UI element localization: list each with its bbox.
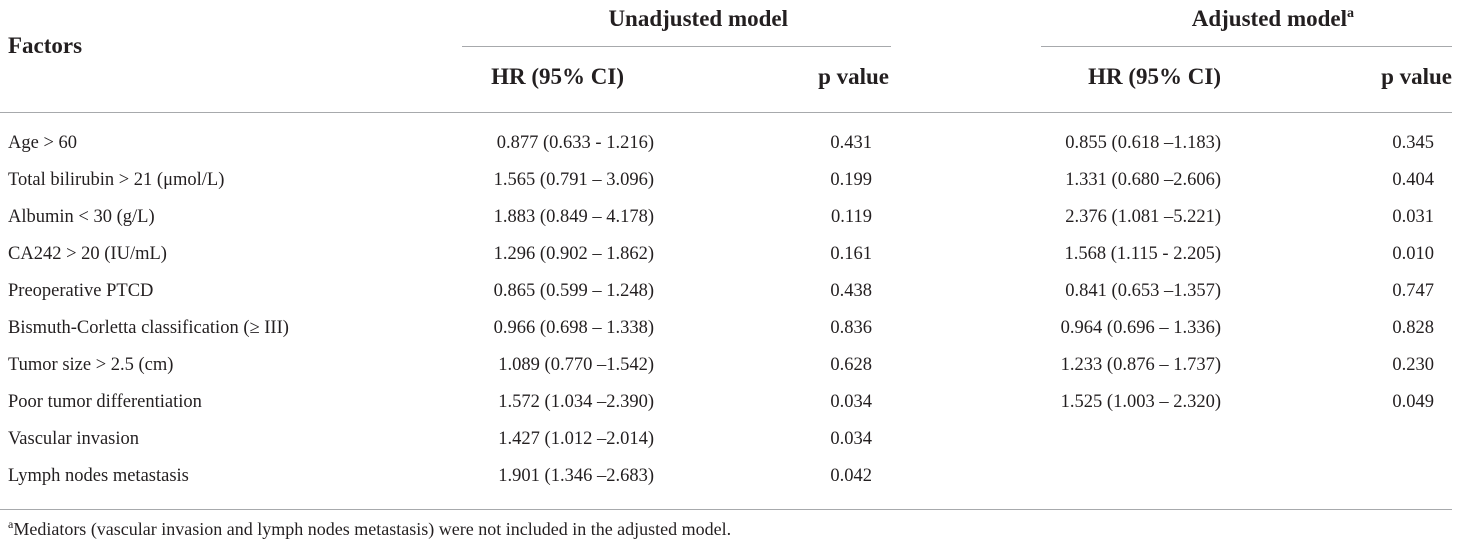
factor-cell: Tumor size > 2.5 (cm) (8, 354, 174, 375)
adjusted-p-header: p value (1221, 46, 1452, 112)
factor-cell: Lymph nodes metastasis (0, 458, 462, 510)
adjusted-p-cell: 0.230 (1392, 354, 1435, 375)
table-row (0, 112, 1452, 162)
table-row (0, 310, 1452, 347)
gap-cell (891, 347, 1041, 384)
header-gap (891, 0, 1041, 46)
unadjusted-hr-cell: 1.901 (1.346 –2.683) (462, 458, 678, 510)
unadjusted-p-cell: 0.199 (830, 169, 872, 190)
adjusted-p-cell: 0.049 (1392, 391, 1435, 412)
unadjusted-hr-cell: 0.877 (0.633 - 1.216) (496, 132, 654, 153)
unadjusted-p-cell: 0.119 (831, 206, 872, 227)
unadjusted-p-cell: 0.161 (830, 243, 872, 264)
table-row (0, 236, 1452, 273)
factor-cell: Poor tumor differentiation (8, 391, 202, 412)
gap-cell (891, 273, 1041, 310)
unadjusted-p-cell: 0.438 (830, 280, 872, 301)
table-row (0, 199, 1452, 236)
adjusted-hr-cell: 0.964 (0.696 – 1.336) (1060, 317, 1221, 338)
adjusted-p-cell: 0.010 (1392, 243, 1435, 264)
gap-cell (891, 162, 1041, 199)
unadjusted-hr-cell: 1.089 (0.770 –1.542) (498, 354, 654, 375)
adjusted-p-cell: 0.747 (1392, 280, 1435, 301)
unadjusted-hr-cell: 0.966 (0.698 – 1.338) (493, 317, 654, 338)
unadjusted-p-cell: 0.431 (830, 132, 872, 153)
gap-cell (891, 384, 1041, 421)
table-row (0, 347, 1452, 384)
header-row-groups (0, 0, 1452, 46)
adjusted-p-cell (1221, 421, 1452, 458)
adjusted-hr-cell: 1.331 (0.680 –2.606) (1065, 169, 1221, 190)
unadjusted-hr-cell: 1.572 (1.034 –2.390) (498, 391, 654, 412)
header-gap-sub (891, 46, 1041, 112)
table-row (0, 421, 1452, 458)
gap-cell (891, 236, 1041, 273)
footnote-mark: a (8, 517, 14, 531)
unadjusted-model-label: Unadjusted model (608, 6, 788, 31)
adjusted-hr-cell (1041, 458, 1221, 510)
unadjusted-p-cell: 0.042 (678, 458, 891, 510)
adjusted-p-cell: 0.345 (1392, 132, 1435, 153)
adjusted-hr-header: HR (95% CI) (1041, 46, 1221, 112)
unadjusted-p-cell: 0.034 (830, 391, 872, 412)
gap-cell (891, 458, 1041, 510)
adjusted-p-cell: 0.404 (1392, 169, 1435, 190)
factor-cell: Bismuth-Corletta classification (≥ III) (8, 317, 289, 338)
unadjusted-p-header: p value (678, 46, 891, 112)
adjusted-hr-cell: 1.525 (1.003 – 2.320) (1060, 391, 1221, 412)
table-row (0, 384, 1452, 421)
unadjusted-hr-cell: 0.865 (0.599 – 1.248) (493, 280, 654, 301)
factor-cell: Age > 60 (8, 132, 78, 153)
gap-cell (891, 421, 1041, 458)
factor-cell: Albumin < 30 (g/L) (8, 206, 155, 227)
adjusted-hr-cell: 1.568 (1.115 - 2.205) (1064, 243, 1221, 264)
adjusted-hr-cell: 2.376 (1.081 –5.221) (1065, 206, 1221, 227)
unadjusted-hr-cell: 1.565 (0.791 – 3.096) (493, 169, 654, 190)
factors-header: Factors (0, 0, 462, 112)
unadjusted-hr-cell: 1.296 (0.902 – 1.862) (493, 243, 654, 264)
adjusted-p-cell: 0.828 (1392, 317, 1435, 338)
table-row (0, 162, 1452, 199)
unadjusted-p-cell: 0.034 (830, 428, 872, 449)
adjusted-p-cell: 0.031 (1392, 206, 1435, 227)
gap-cell (891, 112, 1041, 162)
table-row (0, 458, 1452, 510)
unadjusted-model-header (462, 0, 891, 46)
adjusted-hr-cell: 1.233 (0.876 – 1.737) (1060, 354, 1221, 375)
factor-cell: Preoperative PTCD (8, 280, 154, 301)
gap-cell (891, 310, 1041, 347)
factor-cell: Vascular invasion (8, 428, 140, 449)
unadjusted-hr-header: HR (95% CI) (462, 46, 678, 112)
table-footnote (8, 519, 731, 540)
unadjusted-p-cell: 0.836 (830, 317, 872, 338)
unadjusted-hr-cell: 1.883 (0.849 – 4.178) (493, 206, 654, 227)
factor-cell: CA242 > 20 (IU/mL) (8, 243, 167, 264)
factor-cell: Total bilirubin > 21 (μmol/L) (8, 169, 225, 190)
unadjusted-hr-cell: 1.427 (1.012 –2.014) (498, 428, 654, 449)
adjusted-hr-cell: 0.855 (0.618 –1.183) (1065, 132, 1221, 153)
adjusted-hr-cell (1041, 421, 1221, 458)
adjusted-note-mark: a (1347, 6, 1355, 21)
unadjusted-p-cell: 0.628 (830, 354, 872, 375)
table-row (0, 273, 1452, 310)
adjusted-hr-cell: 0.841 (0.653 –1.357) (1065, 280, 1221, 301)
adjusted-p-cell (1221, 458, 1452, 510)
table-body (0, 112, 1452, 509)
adjusted-model-header (1041, 0, 1452, 46)
footnote-text: Mediators (vascular invasion and lymph nodes metastasis) were not included in the adjusted model. (13, 519, 732, 539)
adjusted-model-label: Adjusted model (1191, 6, 1348, 31)
gap-cell (891, 199, 1041, 236)
